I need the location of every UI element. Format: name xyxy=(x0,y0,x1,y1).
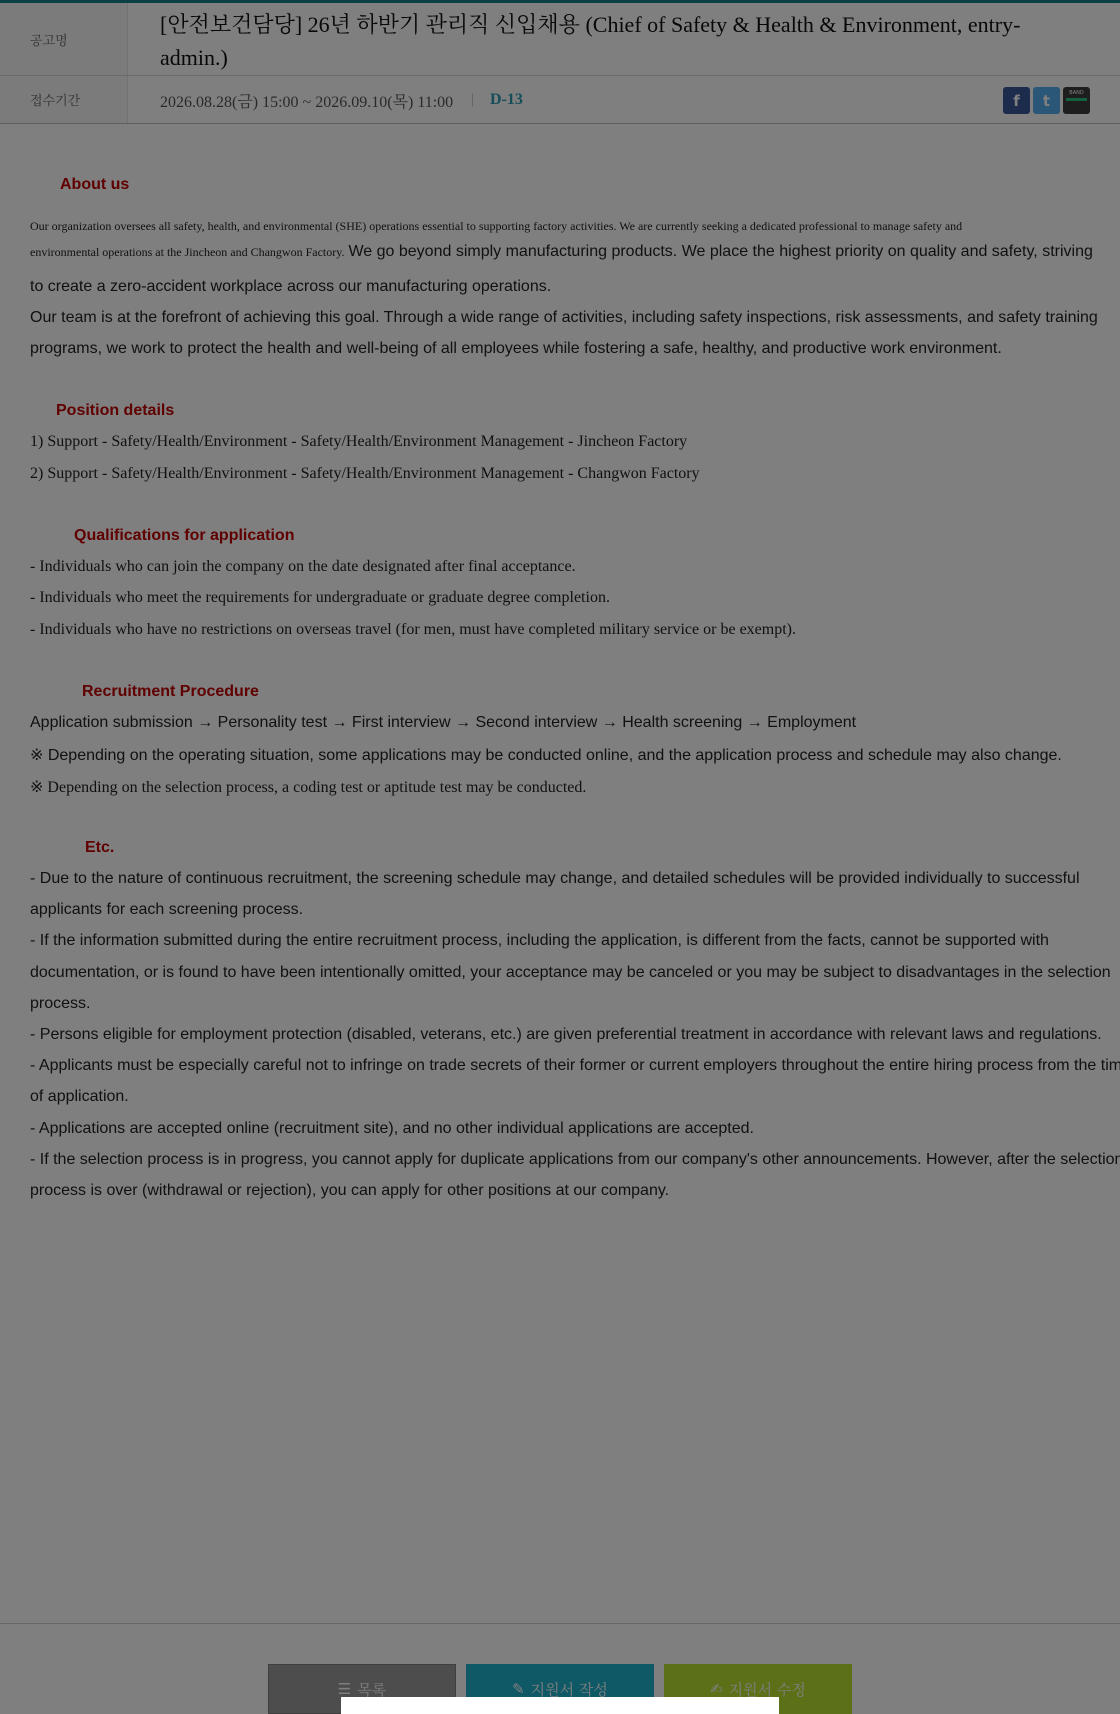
modal-dialog[interactable] xyxy=(341,1697,779,1714)
